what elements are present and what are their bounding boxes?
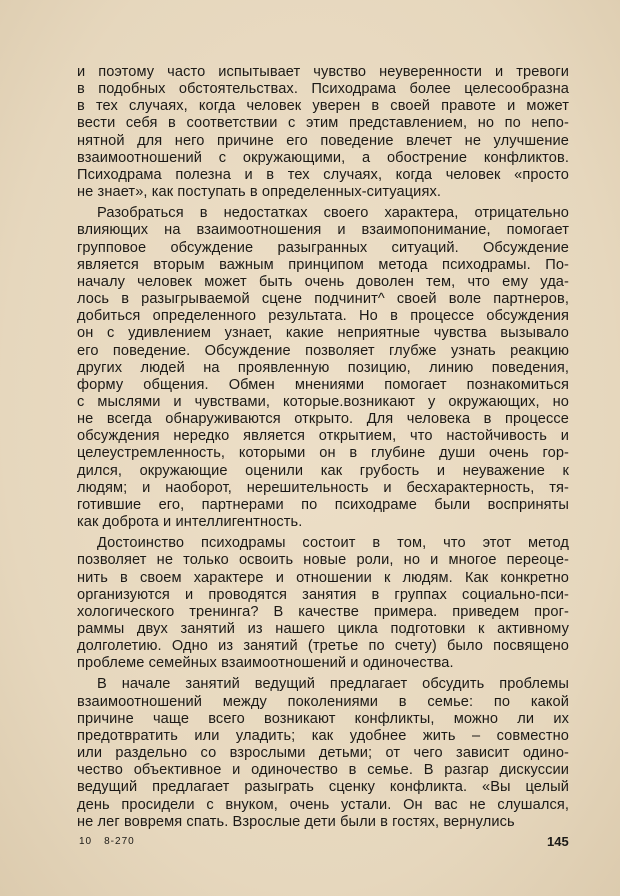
text-line: причине чаще всего возникают конфликты, можно ли их — [77, 710, 569, 727]
paragraph — [77, 676, 569, 830]
text-line: в подобных обстоятельствах. Психодрама более целесообразна — [77, 81, 569, 98]
paragraph — [77, 205, 569, 531]
text-line: организуются и проводятся занятия в группах социально-пси- — [77, 586, 569, 603]
signature-number: 10 — [79, 836, 93, 847]
text-line: в тех случаях, когда человек уверен в своей правоте и может — [77, 98, 569, 115]
text-line: не всегда обнаруживаются открыто. Для человека в процессе — [77, 411, 569, 428]
text-line: проблеме семейных взаимоотношений и одиночества. — [77, 655, 454, 672]
text-line: Достоинство психодрамы состоит в том, что этот метод — [97, 535, 569, 552]
paragraph — [77, 64, 569, 201]
text-line: является вторым важным принципом метода психодрамы. По- — [77, 256, 569, 273]
signature-code: 8-270 — [104, 836, 135, 847]
text-line: вести себя в соответствии с этим представлением, но по непо- — [77, 115, 569, 132]
text-line: групповое обсуждение разыгранных ситуаций. Обсуждение — [77, 239, 569, 256]
text-line: не знает», как поступать в определенных-ситуациях. — [77, 184, 441, 201]
text-line: предотвратить или уладить; как удобнее жить – совместно — [77, 727, 569, 744]
text-line: его поведение. Обсуждение позволяет глубже узнать реакцию — [77, 342, 569, 359]
text-line: форму общения. Обмен мнениями помогает познакомиться — [77, 376, 569, 393]
text-line: В начале занятий ведущий предлагает обсудить проблемы — [97, 676, 569, 693]
text-line: долголетию. Одно из занятий (третье по счету) было посвящено — [77, 638, 569, 655]
text-line: не лег вовремя спать. Взрослые дети были в гостях, вернулись — [77, 813, 515, 830]
text-line: позволяет не только освоить новые роли, но и многое переоце- — [77, 552, 569, 569]
page-number: 145 — [547, 834, 569, 849]
text-line: началу человек может быть очень доволен тем, что ему уда- — [77, 273, 569, 290]
text-line: дился, окружающие оценили как грубость и неуважение к — [77, 462, 569, 479]
text-line: он с удивлением узнает, какие неприятные чувства вызывало — [77, 325, 569, 342]
text-line: взаимоотношений между поколениями в семье: по какой — [77, 693, 569, 710]
text-line: раммы двух занятий из нашего цикла подготовки к активному — [77, 621, 569, 637]
text-line: готившие его, партнерами по психодраме были восприняты — [77, 496, 569, 513]
text-line: нить в своем характере и отношении к людям. Как конкретно — [77, 569, 569, 586]
text-line: с мыслями и чувствами, которые.возникают у окружающих, но — [77, 393, 569, 410]
text-line: и поэтому часто испытывает чувство неуверенности и тревоги — [77, 64, 569, 80]
text-line: влияющих на взаимоотношения и взаимопонимание, помогает — [77, 222, 569, 239]
text-line: Психодрама полезна и в тех случаях, когда человек «просто — [77, 166, 569, 183]
text-line: Разобраться в недостатках своего характера, отрицательно — [97, 205, 569, 222]
text-line: или раздельно со взрослыми детьми; от чего зависит одино- — [77, 745, 569, 762]
text-line: ведущий предлагает разыграть сценку конфликта. «Вы целый — [77, 779, 569, 796]
text-line: других людей на проявленную позицию, линию поведения, — [77, 359, 569, 376]
text-line: добиться определенного результата. Но в процессе обсуждения — [77, 308, 569, 325]
text-line: как доброта и интеллигентность. — [77, 514, 303, 531]
text-line: обсуждения нередко является открытием, что настойчивость и — [77, 428, 569, 445]
text-line: людям; и наоборот, нерешительность и бесхарактерность, тя- — [77, 479, 569, 496]
paragraph — [77, 535, 569, 672]
text-line: чество объективное и одиночество в семье. В разгар дискуссии — [77, 762, 569, 779]
text-line: лось в разыгрываемой сцене подчинит^ своей воле партнеров, — [77, 291, 569, 308]
body-text — [77, 64, 569, 835]
printer-signature — [79, 836, 147, 847]
text-line: хологического тренинга? В качестве примера. приведем прог- — [77, 603, 569, 620]
text-line: нятной для него причине его поведение влечет не улучшение — [77, 132, 569, 149]
text-line: целеустремленность, которыми он в глубине души очень гор- — [77, 445, 569, 462]
text-line: взаимоотношений с окружающими, а обострение конфликтов. — [77, 149, 569, 166]
text-line: день просидели с внуком, очень устали. Он вас не слушался, — [77, 796, 569, 813]
